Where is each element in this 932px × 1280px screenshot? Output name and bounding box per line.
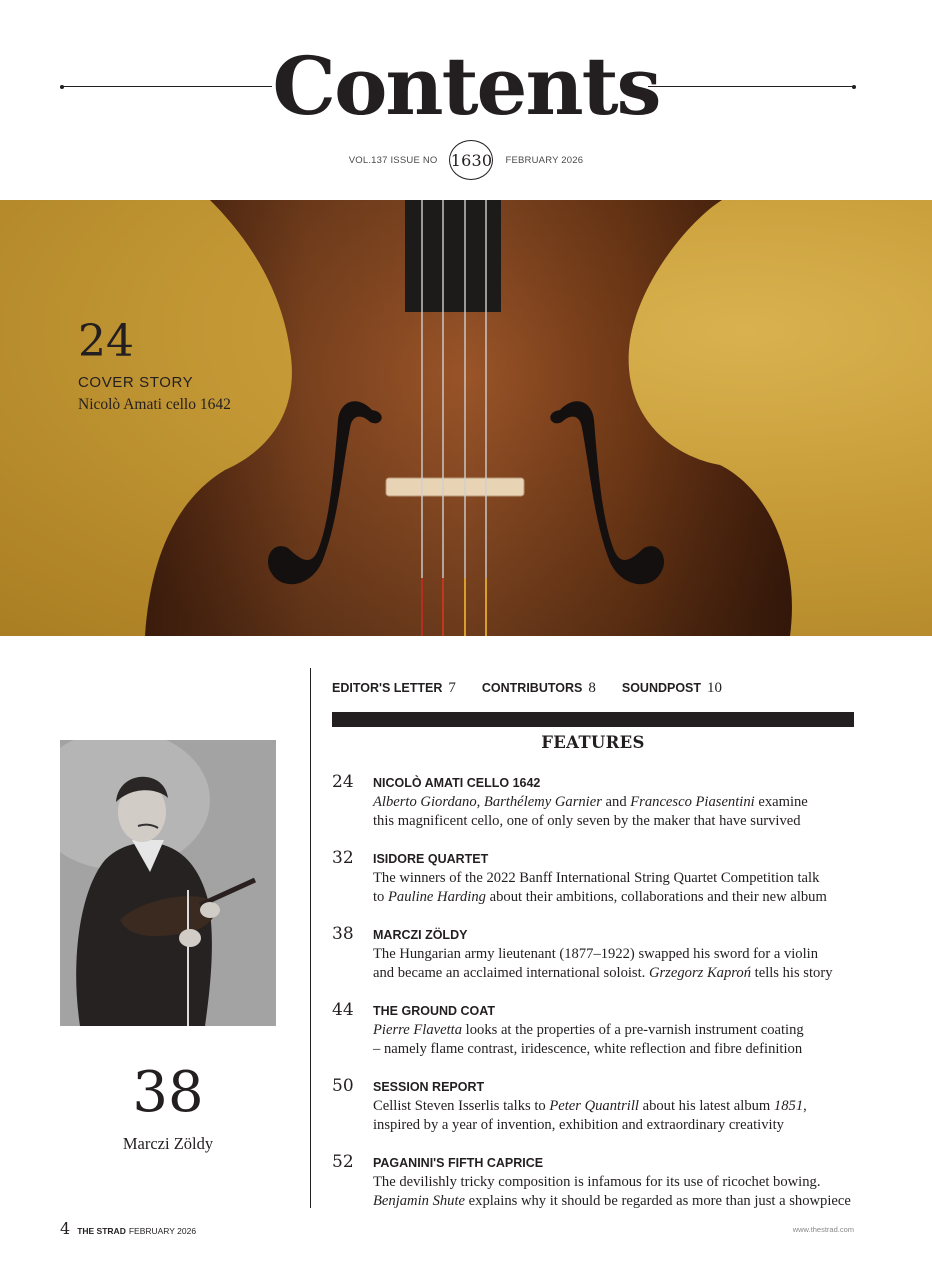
feature-description [373, 1097, 863, 1135]
desc-text: and [601, 794, 631, 810]
link-editors-letter[interactable] [332, 680, 456, 697]
feature-page: 44 [332, 1000, 354, 1020]
page-footer [60, 1219, 196, 1238]
desc-text: examine [754, 794, 808, 810]
feature-desc-line [373, 793, 863, 812]
desc-text: The Hungarian army lieutenant (1877–1922) swapped his sword for a violin [373, 946, 819, 962]
link-page: 8 [588, 680, 596, 696]
feature-desc-line [373, 812, 863, 831]
volume-label: VOL.137 ISSUE NO [348, 154, 438, 166]
feature-title: THE GROUND COAT [373, 1004, 495, 1018]
feature-desc-line [373, 1116, 863, 1135]
desc-text: about their ambitions, collaborations and their new album [485, 889, 827, 905]
italic-name: Pierre Flavetta [373, 1022, 463, 1038]
features-divider-bar [332, 712, 854, 727]
link-label: CONTRIBUTORS [481, 681, 583, 695]
feature-desc-line [373, 869, 863, 888]
feature-desc-line [373, 964, 863, 983]
features-heading: FEATURES [541, 733, 645, 752]
feature-page: 24 [332, 772, 354, 792]
link-label: SOUNDPOST [621, 681, 702, 695]
footer-date: FEBRUARY 2026 [128, 1226, 197, 1236]
footer-magazine-name: THE STRAD [77, 1226, 126, 1236]
link-contributors[interactable] [482, 680, 596, 697]
desc-text: – namely flame contrast, iridescence, white reflection and fibre definition [373, 1041, 803, 1057]
desc-text: looks at the properties of a pre-varnish instrument coating [462, 1022, 804, 1038]
feature-desc-line [373, 1173, 863, 1192]
italic-name: Francesco Piasentini [630, 794, 755, 810]
sidebar-feature-page: 38 [132, 1060, 204, 1125]
desc-text: , [803, 1098, 807, 1114]
italic-name: 1851 [773, 1098, 804, 1114]
cover-story-page: 24 [78, 316, 134, 367]
link-label: EDITOR'S LETTER [332, 681, 443, 695]
desc-text: and became an acclaimed international soloist. [373, 965, 649, 981]
bridge [386, 478, 524, 496]
italic-name: Pauline Harding [388, 889, 486, 905]
link-soundpost[interactable] [622, 680, 722, 697]
feature-description [373, 1173, 863, 1211]
link-page: 7 [448, 680, 456, 696]
feature-desc-line [373, 1021, 863, 1040]
feature-title: PAGANINI'S FIFTH CAPRICE [373, 1156, 544, 1170]
desc-text: Cellist Steven Isserlis talks to [373, 1098, 550, 1114]
feature-title: SESSION REPORT [373, 1080, 485, 1094]
feature-desc-line [373, 945, 863, 964]
feature-page: 52 [332, 1152, 354, 1172]
feature-title: NICOLÒ AMATI CELLO 1642 [373, 776, 541, 790]
desc-text: The devilishly tricky composition is infamous for its use of ricochet bowing. [373, 1174, 821, 1190]
feature-title: MARCZI ZÖLDY [373, 928, 468, 942]
feature-page: 50 [332, 1076, 354, 1096]
desc-text: to [373, 889, 388, 905]
desc-text: this magnificent cello, one of only seven by the maker that have survived [373, 813, 801, 829]
italic-name: Alberto Giordano, Barthélemy Garnier [373, 794, 602, 810]
regulars-links [332, 680, 748, 697]
feature-desc-line [373, 888, 863, 907]
issue-info [0, 140, 932, 180]
sidebar-feature-name[interactable]: Marczi Zöldy [122, 1134, 214, 1153]
feature-description [373, 869, 863, 907]
desc-text: inspired by a year of invention, exhibition and extraordinary creativity [373, 1117, 784, 1133]
footer-website[interactable]: www.thestrad.com [792, 1225, 854, 1234]
desc-text: The winners of the 2022 Banff International String Quartet Competition talk [373, 870, 820, 886]
link-page: 10 [707, 680, 723, 696]
cello-illustration [0, 200, 932, 636]
footer-page-number: 4 [60, 1219, 71, 1238]
feature-desc-line [373, 1040, 863, 1059]
cover-story-label: COVER STORY [78, 374, 194, 391]
feature-description [373, 793, 863, 831]
feature-desc-line [373, 1097, 863, 1116]
feature-description [373, 1021, 863, 1059]
violinist-portrait [60, 740, 276, 1026]
feature-title: ISIDORE QUARTET [373, 852, 489, 866]
page-title: Contents [272, 39, 660, 133]
italic-name: Grzegorz Kaproń [648, 965, 752, 981]
cover-story-subtitle[interactable]: Nicolò Amati cello 1642 [78, 396, 231, 413]
column-divider [310, 668, 311, 1208]
feature-description [373, 945, 863, 983]
issue-date: FEBRUARY 2026 [505, 154, 584, 166]
desc-text: tells his story [751, 965, 833, 981]
feature-desc-line [373, 1192, 863, 1211]
issue-number-badge: 1630 [449, 140, 493, 180]
desc-text: explains why it should be regarded as more than just a showpiece [465, 1193, 851, 1209]
italic-name: Benjamin Shute [373, 1193, 466, 1209]
feature-page: 32 [332, 848, 354, 868]
feature-page: 38 [332, 924, 354, 944]
italic-name: Peter Quantrill [549, 1098, 639, 1114]
cover-image[interactable] [0, 200, 932, 636]
desc-text: about his latest album [638, 1098, 774, 1114]
marczi-zoldy-photo[interactable] [60, 740, 276, 1026]
